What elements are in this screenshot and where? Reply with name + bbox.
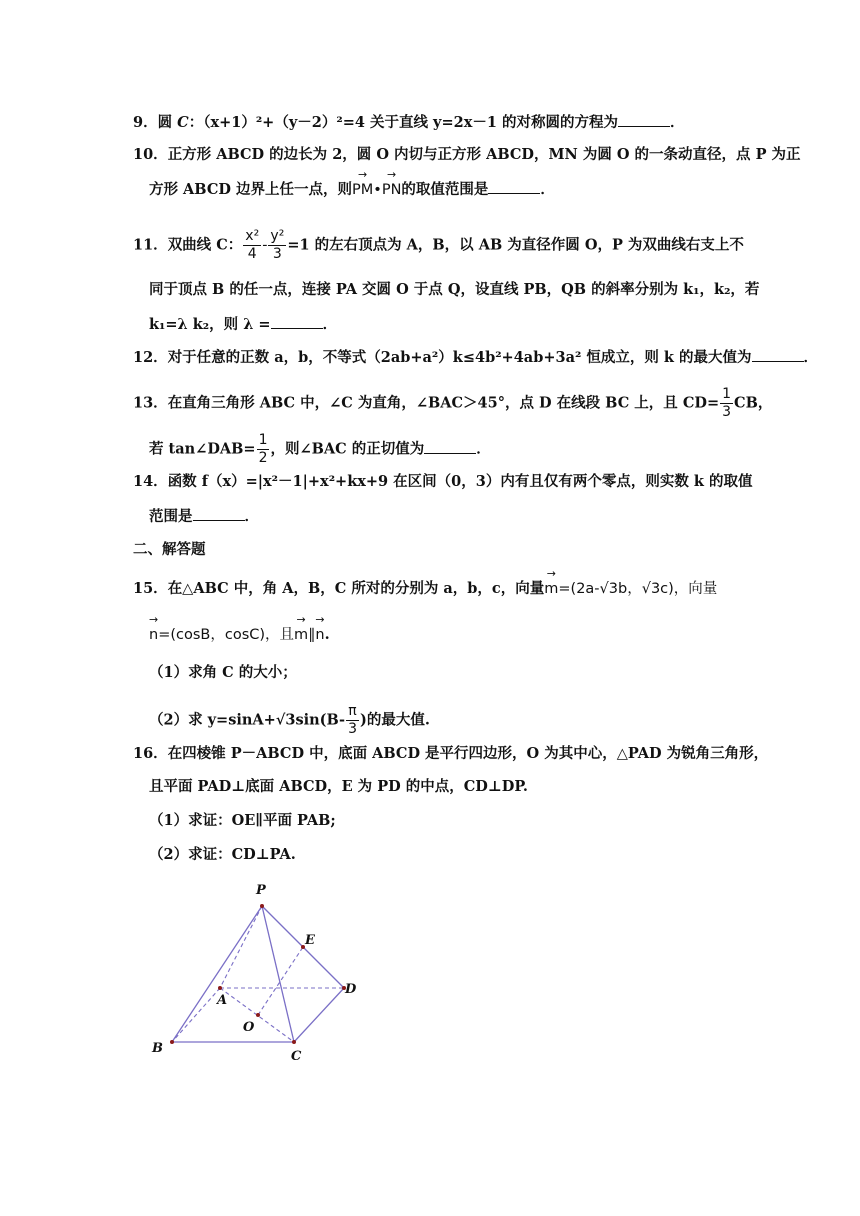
problem-text: 若 tan∠DAB= xyxy=(149,440,256,458)
problem-10-line-2 xyxy=(149,179,555,200)
problem-15-line-1 xyxy=(133,579,717,599)
problem-15-line-2 xyxy=(149,625,330,645)
problem-text: 在△ABC 中，角 A，B，C 所对的分别为 a，b，c，向量 xyxy=(167,580,545,597)
label-D: D xyxy=(345,982,357,997)
vector-m: → m xyxy=(294,625,308,645)
problem-text: 方形 ABCD 边界上任一点，则 xyxy=(149,181,352,198)
point-P xyxy=(260,904,264,908)
vector-m-value: =(2a-√3b，√3c)，向量 xyxy=(558,581,718,597)
section-heading: 二、解答题 xyxy=(133,541,206,558)
problem-10-line-1 xyxy=(133,145,801,165)
label-A: A xyxy=(217,993,228,1008)
dot-operator: • xyxy=(373,182,382,198)
fraction-numerator: 1 xyxy=(722,386,732,402)
var-C: C xyxy=(177,114,189,131)
point-O xyxy=(256,1013,260,1017)
answer-blank[interactable] xyxy=(618,112,670,127)
vector-n: → n xyxy=(149,625,158,645)
problem-16-q2: （2）求证：CD⊥PA. xyxy=(149,846,296,863)
fraction-one-third xyxy=(720,386,733,421)
fraction-denominator: 3 xyxy=(722,404,732,420)
problem-number: 15． xyxy=(133,580,168,597)
problem-14-line-2 xyxy=(149,506,259,527)
fraction-denominator: 4 xyxy=(247,246,257,262)
fraction-one-half xyxy=(257,432,270,467)
problem-text: )的最大值. xyxy=(359,711,430,729)
problem-number: 12． xyxy=(133,349,168,366)
problem-9 xyxy=(133,112,684,133)
vector-n: → n xyxy=(315,625,324,645)
problem-text: ，则∠BAC 的正切值为 xyxy=(270,440,425,458)
problem-text: 在四棱锥 P－ABCD 中，底面 ABCD 是平行四边形，O 为其中心，△PAD 为锐角三角形， xyxy=(167,745,769,762)
vector-pm: → PM xyxy=(352,180,373,200)
period: ． xyxy=(322,316,338,333)
fraction-denominator: 3 xyxy=(272,246,282,262)
period: ． xyxy=(803,349,819,366)
problem-text: 正方形 ABCD 的边长为 2，圆 O 内切与正方形 ABCD，MN 为圆 O 的一条动直径，点 P 为正 xyxy=(167,146,801,163)
point-A xyxy=(218,986,222,990)
problem-text: 圆 xyxy=(157,114,178,131)
vector-pn: → PN xyxy=(382,180,402,200)
fraction-denominator: 3 xyxy=(348,721,357,737)
problem-15-q2 xyxy=(149,703,430,738)
problem-16-line-2: 且平面 PAD⊥底面 ABCD，E 为 PD 的中点，CD⊥DP. xyxy=(149,778,528,795)
problem-13-line-1 xyxy=(133,386,772,421)
answer-blank[interactable] xyxy=(424,439,476,454)
problem-text: 在直角三角形 ABC 中，∠C 为直角，∠BAC＞45°，点 D 在线段 BC 上，且 CD= xyxy=(167,394,720,412)
problem-16-line-1 xyxy=(133,744,768,764)
problem-text: 对于任意的正数 a，b，不等式（2ab+a²）k≤4b²+4ab+3a² 恒成立，则 k 的最大值为 xyxy=(167,349,752,366)
pyramid-figure xyxy=(140,870,380,1070)
problem-11-line-3 xyxy=(149,314,337,335)
problem-14-line-1 xyxy=(133,472,753,492)
label-B: B xyxy=(152,1041,163,1056)
fraction-numerator: π xyxy=(348,703,357,719)
vector-m: → m xyxy=(544,579,558,599)
parallel-symbol: ∥ xyxy=(308,627,316,643)
minus-sign: - xyxy=(262,237,268,254)
problem-text: 双曲线 C： xyxy=(167,236,243,254)
problem-number: 9． xyxy=(133,114,158,131)
edge-AB xyxy=(172,988,220,1042)
point-B xyxy=(170,1040,174,1044)
fraction-numerator: 1 xyxy=(258,432,268,448)
problem-text: （2）求 y=sinA+√3sin(B- xyxy=(149,711,346,729)
fraction-numerator: x² xyxy=(245,228,260,244)
problem-16-q1: （1）求证：OE∥平面 PAB; xyxy=(149,812,336,829)
period: ． xyxy=(476,440,491,458)
problem-number: 16． xyxy=(133,745,168,762)
label-O: O xyxy=(243,1020,255,1035)
fraction-numerator: y² xyxy=(270,228,285,244)
problem-text: 同于顶点 B 的任一点，连接 PA 交圆 O 于点 Q，设直线 PB，QB 的斜率分别为 k₁，k₂，若 xyxy=(149,281,760,298)
problem-11-line-2 xyxy=(149,280,759,300)
problem-number: 14． xyxy=(133,473,168,490)
problem-12 xyxy=(133,347,818,368)
problem-text: 范围是 xyxy=(149,508,193,525)
problem-number: 13． xyxy=(133,394,168,412)
problem-text: 的取值范围是 xyxy=(401,181,489,198)
problem-text: CB， xyxy=(734,394,773,412)
segment-OE xyxy=(258,947,303,1015)
answer-blank[interactable] xyxy=(752,347,804,362)
answer-blank[interactable] xyxy=(488,179,540,194)
label-E: E xyxy=(305,933,315,948)
period: ． xyxy=(669,114,685,131)
edge-CD xyxy=(294,988,344,1042)
problem-text: k₁=λ k₂，则 λ = xyxy=(149,316,271,333)
period: ． xyxy=(244,508,259,525)
fraction-pi-over-3 xyxy=(346,703,359,738)
edge-PA xyxy=(220,906,262,988)
label-C: C xyxy=(291,1049,302,1064)
fraction-x2-over-4 xyxy=(243,228,261,263)
problem-11-line-1 xyxy=(133,228,744,263)
fraction-y2-over-3 xyxy=(268,228,286,263)
period: . xyxy=(324,626,330,643)
answer-blank[interactable] xyxy=(193,506,245,521)
point-C xyxy=(292,1040,296,1044)
problem-text: ：（x+1）²+（y－2）²=4 关于直线 y=2x－1 的对称圆的方程为 xyxy=(188,114,618,131)
problem-text: 函数 f（x）=|x²－1|+x²+kx+9 在区间（0，3）内有且仅有两个零点，则实数 k 的取值 xyxy=(167,473,753,490)
label-P: P xyxy=(256,883,266,898)
problem-text: =1 的左右顶点为 A，B，以 AB 为直径作圆 O，P 为双曲线右支上不 xyxy=(287,236,744,254)
problem-15-q1: （1）求角 C 的大小； xyxy=(149,664,297,681)
vector-n-value: =(cosB，cosC)，且 xyxy=(158,627,295,643)
problem-number: 11． xyxy=(133,236,168,254)
answer-blank[interactable] xyxy=(271,314,323,329)
problem-13-line-2 xyxy=(149,432,491,467)
problem-number: 10． xyxy=(133,146,168,163)
fraction-denominator: 2 xyxy=(258,450,268,466)
period: ． xyxy=(540,181,555,198)
